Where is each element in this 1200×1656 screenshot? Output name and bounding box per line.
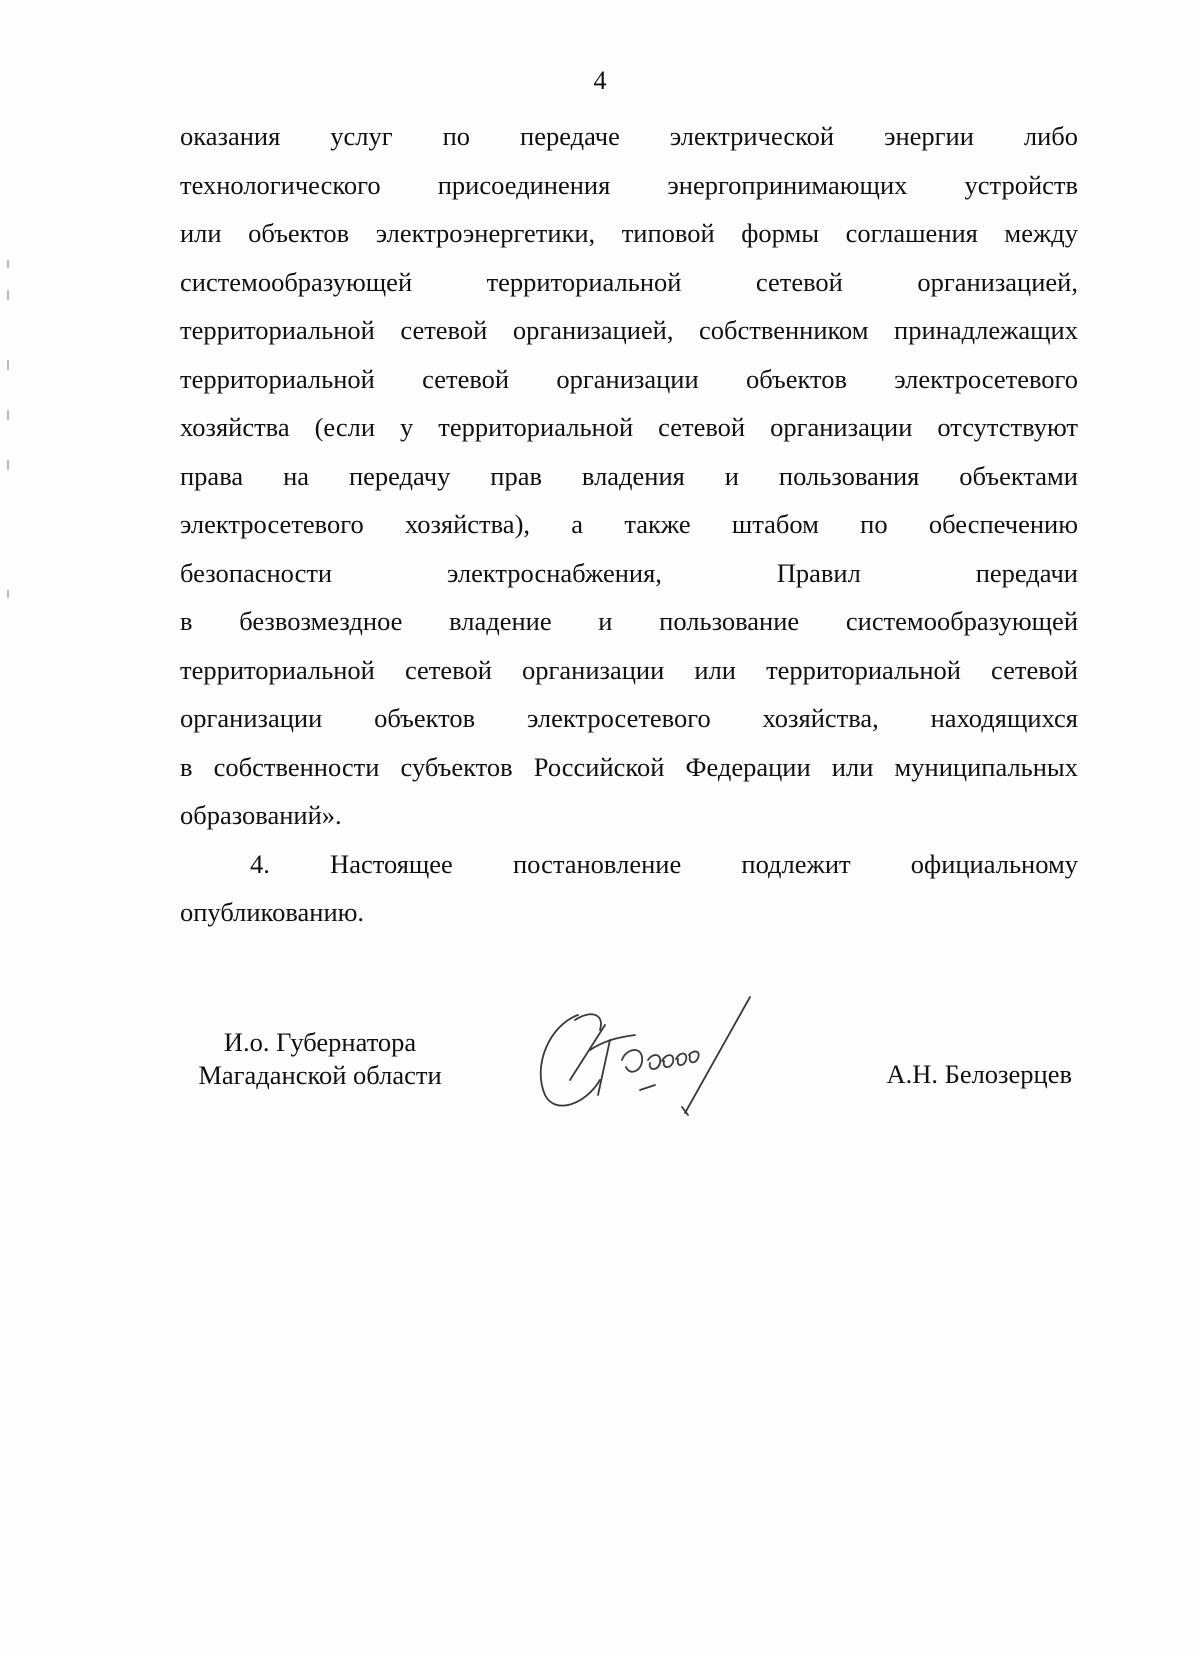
paragraph-4-line: 4. Настоящее постановление подлежит официальному xyxy=(250,848,1078,879)
text-line: в собственности субъектов Российской Федерации или муниципальных xyxy=(180,751,1078,782)
text-line: безопасности электроснабжения, Правил передачи xyxy=(180,557,1078,588)
text-line: опубликованию. xyxy=(180,897,365,927)
signatory-title-line1: И.о. Губернатора xyxy=(223,1027,417,1057)
text-line: электросетевого хозяйства), а также штабом по обеспечению xyxy=(180,509,1078,539)
text-line: технологического присоединения энергопринимающих устройств xyxy=(180,169,1078,200)
text-line: организации объектов электросетевого хозяйства, находящихся xyxy=(180,703,1078,733)
text-line: территориальной сетевой организации или территориальной сетевой xyxy=(180,654,1078,685)
text-line: территориальной сетевой организацией, собственником принадлежащих xyxy=(180,315,1078,345)
text-line: системообразующей территориальной сетевой организацией, xyxy=(180,266,1078,297)
text-line: или объектов электроэнергетики, типовой формы соглашения между xyxy=(180,218,1078,248)
text-line: хозяйства (если у территориальной сетевой организации отсутствуют xyxy=(180,412,1078,442)
text-line: в безвозмездное владение и пользование системообразующей xyxy=(180,606,1078,636)
text-line: образований». xyxy=(180,800,342,830)
text-line: права на передачу прав владения и пользования объектами xyxy=(180,460,1078,491)
scan-edge-marks xyxy=(6,260,12,640)
body-text xyxy=(180,112,1078,937)
text-line: территориальной сетевой организации объектов электросетевого xyxy=(180,363,1078,394)
handwritten-signature xyxy=(530,995,780,1125)
signatory-title-line2: Магаданской области xyxy=(198,1060,442,1090)
signatory-name: А.Н. Белозерцев xyxy=(886,1059,1072,1089)
signatory-title xyxy=(180,1026,460,1092)
page-number: 4 xyxy=(593,66,607,95)
text-line: оказания услуг по передаче электрической энергии либо xyxy=(180,121,1078,151)
